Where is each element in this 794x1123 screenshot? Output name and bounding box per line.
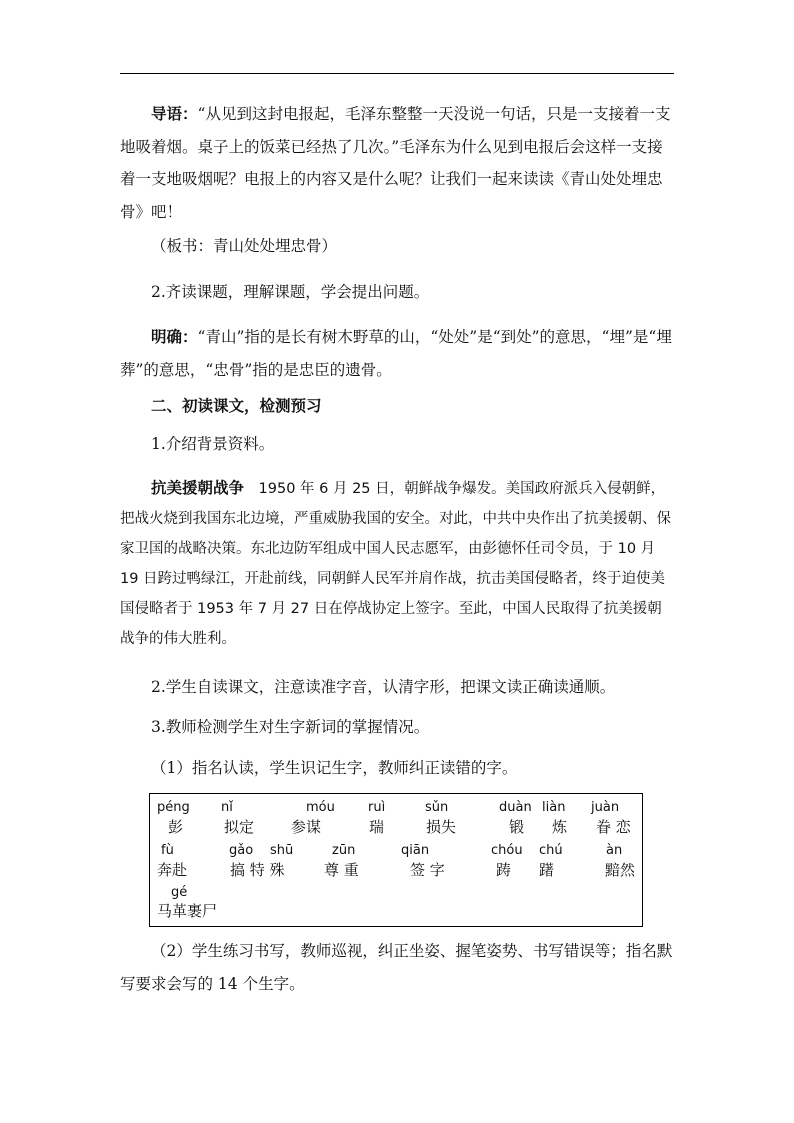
vocab-word: 拟定: [224, 818, 255, 836]
pinyin: duàn: [499, 800, 532, 815]
background-paragraph: [120, 473, 676, 654]
pinyin: chóu: [491, 843, 523, 858]
header-rule: [120, 73, 674, 74]
step-2: 2.齐读课题，理解课题，学会提出问题。: [151, 283, 430, 301]
pinyin: àn: [606, 843, 623, 858]
pinyin: qiān: [401, 843, 430, 858]
item-3: 3.教师检测学生对生字新词的掌握情况。: [151, 718, 430, 736]
pinyin: nǐ: [221, 800, 233, 815]
vocab-table: [149, 793, 643, 927]
pinyin: ruì: [368, 800, 386, 815]
background-text: 1950 年 6 月 25 日，朝鲜战争爆发。美国政府派兵入侵朝鲜，把战火烧到我国东北边境，严重威胁我国的安全。对此，中共中央作出了抗美援朝、保家卫国的战略决策。东北边防军组成中国人民志愿军，由彭德怀任司令员，于 10 月 19 日跨过鸭绿江，开赴前线，同朝鲜人民军并肩作战，抗击美国侵略者，终于迫使美国侵略者于 1953 年 7 月 27 日在停战协定上签字。至此，中国人民取得了抗美援朝战争的伟大胜利。: [120, 481, 671, 647]
item-1: 1.介绍背景资料。: [151, 435, 275, 453]
vocab-word: 奔赴: [157, 861, 188, 879]
vocab-word: 炼: [552, 818, 568, 836]
vocab-word: 损失: [426, 818, 457, 836]
board-note: （板书：青山处处埋忠骨）: [151, 237, 338, 255]
vocab-word: 搞 特 殊: [230, 861, 285, 879]
vocab-word: 参谋: [291, 818, 322, 836]
pinyin: móu: [306, 800, 335, 815]
vocab-word: 躇: [539, 861, 555, 879]
vocab-word: 瑞: [369, 818, 385, 836]
vocab-word: 彭: [168, 818, 184, 836]
intro-label: 导语：: [151, 104, 198, 123]
item-3-2: （2）学生练习书写，教师巡视，纠正坐姿、握笔姿势、书写错误等；指名默写要求会写的 14 个生字。: [120, 942, 673, 993]
vocab-word: 眷 恋: [596, 818, 631, 836]
pinyin: fù: [161, 843, 174, 858]
clarify-text: “青山”指的是长有树木野草的山，“处处”是“到处”的意思，“埋”是“埋葬”的意思，“忠骨”指的是忠臣的遗骨。: [120, 328, 672, 379]
pinyin: sǔn: [425, 800, 449, 815]
clarify-paragraph: [120, 321, 676, 386]
vocab-word: 尊 重: [324, 861, 359, 879]
intro-text: “从见到这封电报起，毛泽东整整一天没说一句话，只是一支接着一支地吸着烟。桌子上的饭菜已经热了几次。”毛泽东为什么见到电报后会这样一支接着一支地吸烟呢？电报上的内容又是什么呢？让我们一起来读读《青山处处埋忠骨》吧！: [120, 105, 671, 221]
pinyin: gǎo: [229, 843, 254, 858]
section-2-heading: 二、初读课文，检测预习: [151, 396, 322, 415]
vocab-word: 踌: [496, 861, 512, 879]
item-2: 2.学生自读课文，注意读准字音，认清字形，把课文读正确读通顺。: [151, 678, 616, 696]
intro-paragraph: [120, 98, 676, 228]
vocab-word: 签 字: [410, 861, 445, 879]
pinyin: shū: [270, 843, 294, 858]
background-label: 抗美援朝战争: [151, 478, 245, 497]
pinyin: juàn: [591, 800, 620, 815]
vocab-word: 马革裹尸: [157, 902, 218, 920]
clarify-label: 明确：: [151, 327, 198, 346]
item-3-1: （1）指名认读，学生识记生字，教师纠正读错的字。: [151, 759, 518, 777]
pinyin: zūn: [332, 843, 356, 858]
pinyin: péng: [157, 800, 190, 815]
vocab-word: 锻: [509, 818, 525, 836]
pinyin: gé: [171, 885, 188, 900]
vocab-word: 黯然: [605, 861, 636, 879]
pinyin: chú: [539, 843, 563, 858]
pinyin: liàn: [542, 800, 566, 815]
